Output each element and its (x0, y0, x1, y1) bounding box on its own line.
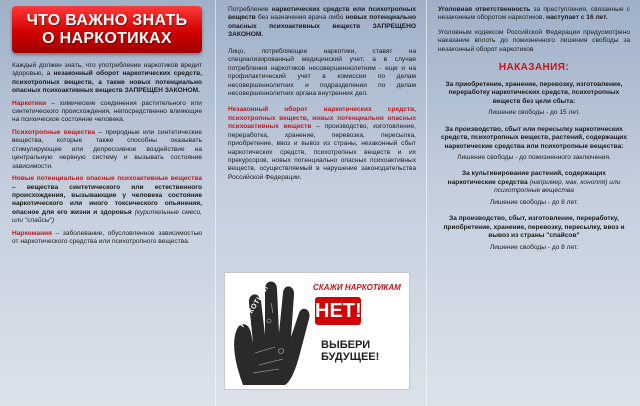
hand-word: НАРКОТИКИ (239, 284, 271, 329)
column-divider (426, 0, 427, 406)
slogan-say: СКАЖИ НАРКОТИКАМ (313, 283, 401, 292)
liability-paragraph: Уголовная ответственность за преступления, связанные с незаконным оборотом наркотиков, наступает с 16 лет. (438, 6, 630, 22)
title-banner (12, 6, 202, 53)
column-left (0, 0, 212, 406)
illegal-trafficking-paragraph: Незаконный оборот наркотических средств, психотропных веществ, новых потенциально опасных психоактивных веществ – производство, изготовление, переработка, хранение, перевозка, пересылка, приобретение, ввоз и вывоз из страны, незаконный сбыт наркотических средств, психотропных веществ и их прекурсоров, новых потенциально опасных психоактивных веществ, осуществляемый в нарушение законодательства Российской Федерации. (228, 106, 416, 181)
narcotics-definition: Наркотики – химические соединения растительного или синтетического происхождения, непосредственно влияющие на психическое состояние человека. (12, 99, 202, 124)
column-divider (215, 0, 216, 406)
penalty-item: За приобретение, хранение, перевозку, изготовление, переработку наркотических средств, психотропных веществ без цели сбыта: Лишение свободы - до 15 лет. (445, 80, 623, 117)
penalties-heading: НАКАЗАНИЯ: (498, 62, 570, 74)
say-no-emblem (224, 272, 410, 390)
consumption-paragraph: Потребление наркотических средств или психотропных веществ без назначения врача либо новых потенциально опасных психоактивных веществ ЗАПРЕЩЕНО ЗАКОНОМ. (228, 6, 416, 39)
title-line-2: О НАРКОТИКАХ (42, 29, 172, 47)
slogan-no: НЕТ! (315, 297, 361, 325)
new-substances-definition: Новые потенциально опасные психоактивные вещества – вещества синтетического или естественного происхождения, вызывающие у человека состояние наркотического или иного токсического опьянения, опасное для его жизни и здоровья (курительные смеси, или "спайсы") (12, 175, 202, 225)
psychotropic-definition: Психотропные вещества – природные или синтетические вещества, которые также способны оказывать стимулирующее или депрессивное воздействие на центральную нервную систему и вызывать состояние зависимости. (12, 128, 203, 170)
column-right (428, 0, 640, 406)
penalty-item: За культивирование растений, содержащих наркотические средства (например, мак, конопля) или психотропные вещества Лишение свободы - до 8 лет. (447, 170, 621, 206)
criminal-code-paragraph: Уголовным кодексом Российской Федерации предусмотрено наказание вплоть до пожизненного лишения свободы за незаконный оборот наркотиков (438, 28, 630, 53)
addiction-definition: Наркомания – заболевание, обусловленное зависимостью от наркотического средства или психотропного вещества. (12, 229, 202, 246)
intro-paragraph: Каждый должен знать, что употребление наркотиков вредит здоровью, а незаконный оборот наркотических средств, психотропных веществ, а также новых потенциально опасных психоактивных веществ ЗАПРЕЩЕН ЗАКОНОМ. (12, 61, 202, 95)
penalty-item: За производство, сбыт или пересылку наркотических средств, психотропных веществ, растений, содержащих наркотические средства или психотропные вещества: Лишение свободы - до пожизненного заключения. (440, 125, 628, 162)
slogan-choose-future: ВЫБЕРИ БУДУЩЕЕ! (321, 339, 380, 364)
registration-paragraph: Лицо, потребляющее наркотики, ставят на специализированный медицинский учет; а в случае потребления наркотиков несовершеннолетним - еще и на профилактический учет в комиссии по делам несовершеннолетних и подразделении по делам несовершеннолетних органа внутренних дел. (228, 47, 416, 97)
penalty-item: За производство, сбыт, изготовление, переработку, приобретение, хранение, перевозку, пересылку, ввоз и вывоз из страны "спайсов" Лишение свободы - до 8 лет. (443, 215, 625, 251)
title-line-1: ЧТО ВАЖНО ЗНАТЬ (26, 12, 188, 29)
